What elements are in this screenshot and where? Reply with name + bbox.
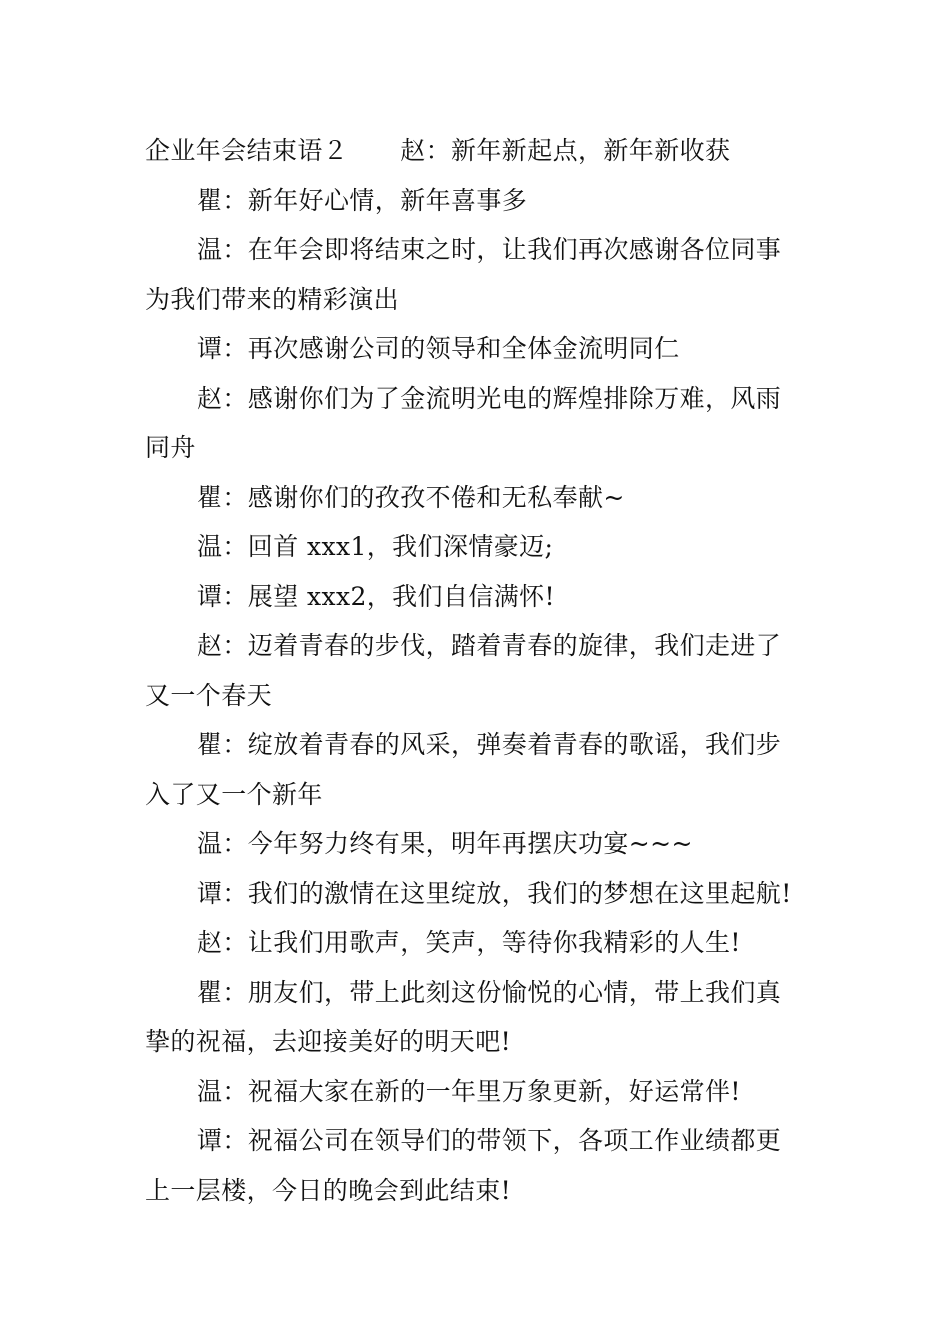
document-title: 企业年会结束语２ [145,136,349,165]
first-line [145,126,810,176]
paragraph-line: 温：在年会即将结束之时，让我们再次感谢各位同事 [197,235,782,264]
paragraph-line: 为我们带来的精彩演出 [145,284,400,314]
paragraph-line: 谭：祝福公司在领导们的带领下，各项工作业绩都更 [197,1126,782,1155]
paragraph-line: 上一层楼，今日的晚会到此结束! [145,1175,512,1205]
document-body [145,126,810,1215]
paragraph-line: 又一个春天 [145,680,273,710]
paragraph-line: 瞿：感谢你们的孜孜不倦和无私奉献~ [197,482,625,512]
paragraph-line: 同舟 [145,433,196,462]
paragraph-line: 入了又一个新年 [145,779,323,809]
paragraph-line: 赵：新年新起点，新年新收获 [400,136,731,165]
paragraph-line: 谭：我们的激情在这里绽放，我们的梦想在这里起航! [197,878,792,908]
paragraph-line: 瞿：绽放着青春的风采，弹奏着青春的歌谣，我们步 [197,730,782,759]
paragraph-line: 赵：感谢你们为了金流明光电的辉煌排除万难，风雨 [197,383,782,413]
paragraph-line: 瞿：新年好心情，新年喜事多 [197,185,528,215]
paragraph-line: 赵：让我们用歌声，笑声，等待你我精彩的人生! [197,928,741,957]
paragraph-line: 温：祝福大家在新的一年里万象更新，好运常伴! [197,1076,741,1106]
paragraph-line: 温：回首 xxx1，我们深情豪迈; [197,532,554,561]
paragraph-line: 挚的祝福，去迎接美好的明天吧! [145,1027,512,1056]
paragraph-line: 谭：展望 xxx2，我们自信满怀! [197,581,555,611]
paragraph-line: 赵：迈着青春的步伐，踏着青春的旋律，我们走进了 [197,631,782,660]
paragraph-line: 瞿：朋友们，带上此刻这份愉悦的心情，带上我们真 [197,977,782,1007]
paragraph-line: 温：今年努力终有果，明年再摆庆功宴~~~ [197,829,693,858]
paragraph-line: 谭：再次感谢公司的领导和全体金流明同仁 [197,334,680,363]
